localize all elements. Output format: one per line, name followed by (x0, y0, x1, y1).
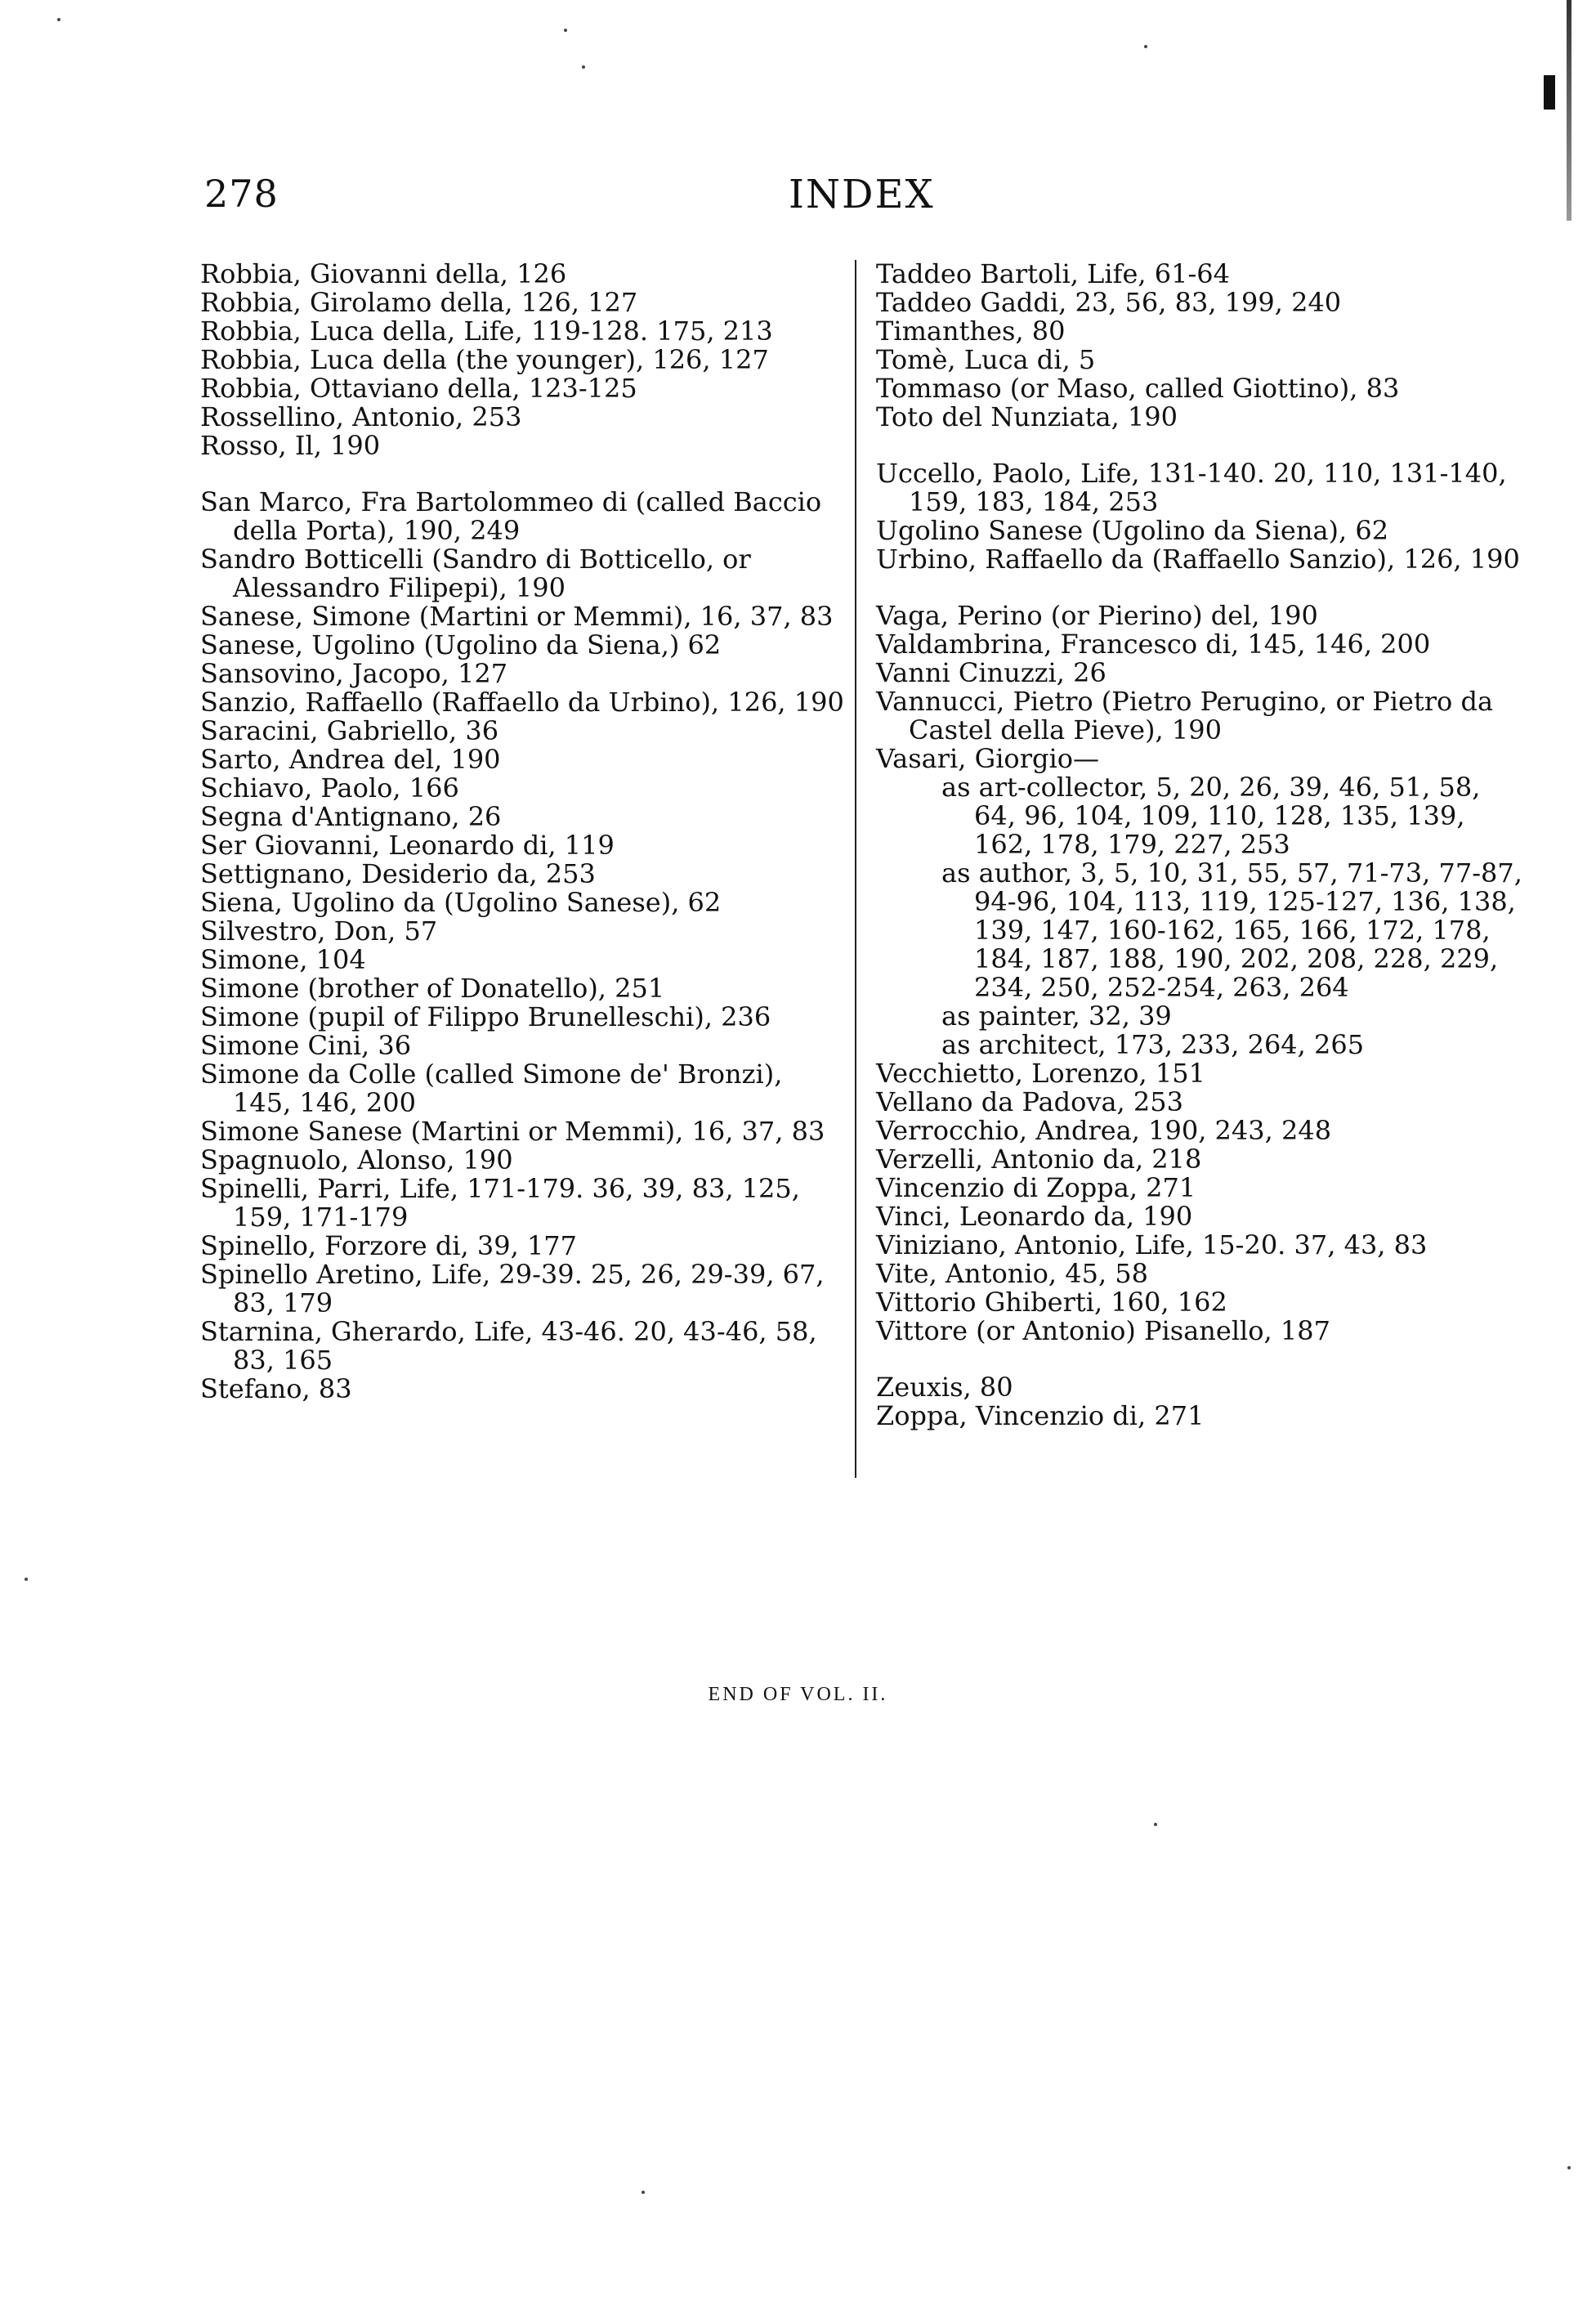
index-entry: Tomè, Luca di, 5 (876, 344, 1096, 375)
index-entry: Vanni Cinuzzi, 26 (876, 657, 1106, 688)
page-number: 278 (204, 172, 279, 216)
index-entry: Simone (pupil of Filippo Brunelleschi), 236 (200, 1001, 771, 1032)
index-entry: Vasari, Giorgio— (876, 743, 1099, 774)
index-entry: Settignano, Desiderio da, 253 (200, 858, 596, 889)
index-entry: Robbia, Luca della, Life, 119-128. 175, 213 (200, 316, 773, 347)
index-entry: Vecchietto, Lorenzo, 151 (876, 1058, 1205, 1089)
index-entry: Robbia, Ottaviano della, 123-125 (200, 373, 637, 404)
index-entry: San Marco, Fra Bartolommeo di (called Baccio della Porta), 190, 249 (200, 486, 822, 546)
speck (1144, 45, 1147, 48)
index-entry: Vaga, Perino (or Pierino) del, 190 (876, 600, 1318, 631)
index-entry: Vinci, Leonardo da, 190 (876, 1201, 1193, 1232)
page-edge-block (1544, 75, 1555, 110)
index-entry: Valdambrina, Francesco di, 145, 146, 200 (876, 629, 1431, 660)
page-edge-mark (1567, 0, 1571, 221)
index-entry: Stefano, 83 (200, 1373, 352, 1404)
index-column-left (200, 260, 846, 1403)
index-entry: Taddeo Gaddi, 23, 56, 83, 199, 240 (876, 287, 1342, 318)
index-subentry: as painter, 32, 39 (941, 1001, 1172, 1032)
index-entry: Sandro Botticelli (Sandro di Botticello, or Alessandro Filipepi), 190 (200, 544, 751, 603)
index-entry: Urbino, Raffaello da (Raffaello Sanzio), 126, 190 (876, 544, 1520, 575)
index-entry: Zeuxis, 80 (876, 1372, 1013, 1403)
index-entry: Verzelli, Antonio da, 218 (876, 1144, 1202, 1175)
index-entry: Spagnuolo, Alonso, 190 (200, 1144, 513, 1175)
index-subentry: as architect, 173, 233, 264, 265 (941, 1029, 1365, 1060)
index-entry: Robbia, Giovanni della, 126 (200, 258, 567, 289)
index-entry: Spinelli, Parri, Life, 171-179. 36, 39, 83, 125, 159, 171-179 (200, 1173, 800, 1233)
end-of-volume-note: END OF VOL. II. (708, 1684, 888, 1705)
index-entry: Vincenzio di Zoppa, 271 (876, 1172, 1196, 1203)
speck (57, 18, 60, 21)
index-entry: Silvestro, Don, 57 (200, 915, 438, 947)
index-entry: Simone da Colle (called Simone de' Bronzi), 145, 146, 200 (200, 1059, 783, 1118)
index-entry: Sanese, Ugolino (Ugolino da Siena,) 62 (200, 629, 722, 660)
index-entry: Simone Cini, 36 (200, 1030, 412, 1061)
speck (564, 29, 567, 32)
entry-gap (876, 1345, 1530, 1373)
index-entry: Verrocchio, Andrea, 190, 243, 248 (876, 1115, 1332, 1146)
index-entry: Siena, Ugolino da (Ugolino Sanese), 62 (200, 887, 722, 918)
index-entry: Vittore (or Antonio) Pisanello, 187 (876, 1315, 1330, 1346)
speck (582, 65, 585, 69)
index-entry: Viniziano, Antonio, Life, 15-20. 37, 43, 83 (876, 1229, 1428, 1260)
speck (1567, 2166, 1571, 2169)
index-entry: Vite, Antonio, 45, 58 (876, 1258, 1148, 1289)
index-entry: Spinello, Forzore di, 39, 177 (200, 1230, 578, 1261)
index-entry: Vellano da Padova, 253 (876, 1086, 1183, 1117)
index-subentry: as art-collector, 5, 20, 26, 39, 46, 51, 58, 64, 96, 104, 109, 110, 128, 135, 139, 162, 178, 179, 227, 253 (941, 772, 1481, 860)
index-entry: Ugolino Sanese (Ugolino da Siena), 62 (876, 515, 1389, 546)
speck (1154, 1823, 1157, 1826)
index-entry: Schiavo, Paolo, 166 (200, 772, 459, 804)
page-title: INDEX (789, 172, 935, 217)
index-entry: Toto del Nunziata, 190 (876, 401, 1178, 432)
entry-gap (876, 574, 1530, 602)
index-entry: Robbia, Girolamo della, 126, 127 (200, 287, 638, 318)
index-entry: Uccello, Paolo, Life, 131-140. 20, 110, 131-140, 159, 183, 184, 253 (876, 458, 1507, 517)
index-entry: Segna d'Antignano, 26 (200, 801, 502, 832)
index-entry: Sansovino, Jacopo, 127 (200, 658, 508, 689)
index-entry: Robbia, Luca della (the younger), 126, 127 (200, 344, 769, 375)
index-column-right (876, 260, 1530, 1430)
entry-gap (876, 432, 1530, 459)
column-divider (855, 260, 856, 1478)
index-entry: Sanzio, Raffaello (Raffaello da Urbino), 126, 190 (200, 687, 844, 718)
index-entry: Tommaso (or Maso, called Giottino), 83 (876, 373, 1400, 404)
index-entry: Saracini, Gabriello, 36 (200, 715, 499, 746)
speck (642, 2191, 645, 2194)
index-entry: Rosso, Il, 190 (200, 430, 381, 461)
index-entry: Vittorio Ghiberti, 160, 162 (876, 1287, 1227, 1318)
index-entry: Sarto, Andrea del, 190 (200, 744, 501, 775)
index-entry: Taddeo Bartoli, Life, 61-64 (876, 258, 1230, 289)
index-subentry: as author, 3, 5, 10, 31, 55, 57, 71-73, 77-87, 94-96, 104, 113, 119, 125-127, 136, 138, 139, 147, 160-162, 165, 166, 172, 178, 184, 187, 188, 190, 202, 208, 228, 229, 234, 250, 252-254, 263, 264 (941, 857, 1522, 1003)
index-entry: Simone (brother of Donatello), 251 (200, 973, 665, 1004)
index-entry: Timanthes, 80 (876, 316, 1066, 347)
speck (25, 1578, 28, 1581)
index-entry: Rossellino, Antonio, 253 (200, 401, 522, 432)
index-entry: Simone Sanese (Martini or Memmi), 16, 37, 83 (200, 1116, 825, 1147)
index-entry: Spinello Aretino, Life, 29-39. 25, 26, 29-39, 67, 83, 179 (200, 1259, 825, 1318)
index-entry: Starnina, Gherardo, Life, 43-46. 20, 43-46, 58, 83, 165 (200, 1316, 817, 1376)
index-entry: Ser Giovanni, Leonardo di, 119 (200, 830, 615, 861)
index-entry: Sanese, Simone (Martini or Memmi), 16, 37, 83 (200, 601, 834, 632)
index-entry: Vannucci, Pietro (Pietro Perugino, or Pietro da Castel della Pieve), 190 (876, 686, 1494, 745)
entry-gap (200, 460, 846, 488)
index-entry: Zoppa, Vincenzio di, 271 (876, 1400, 1205, 1431)
index-entry: Simone, 104 (200, 944, 366, 975)
